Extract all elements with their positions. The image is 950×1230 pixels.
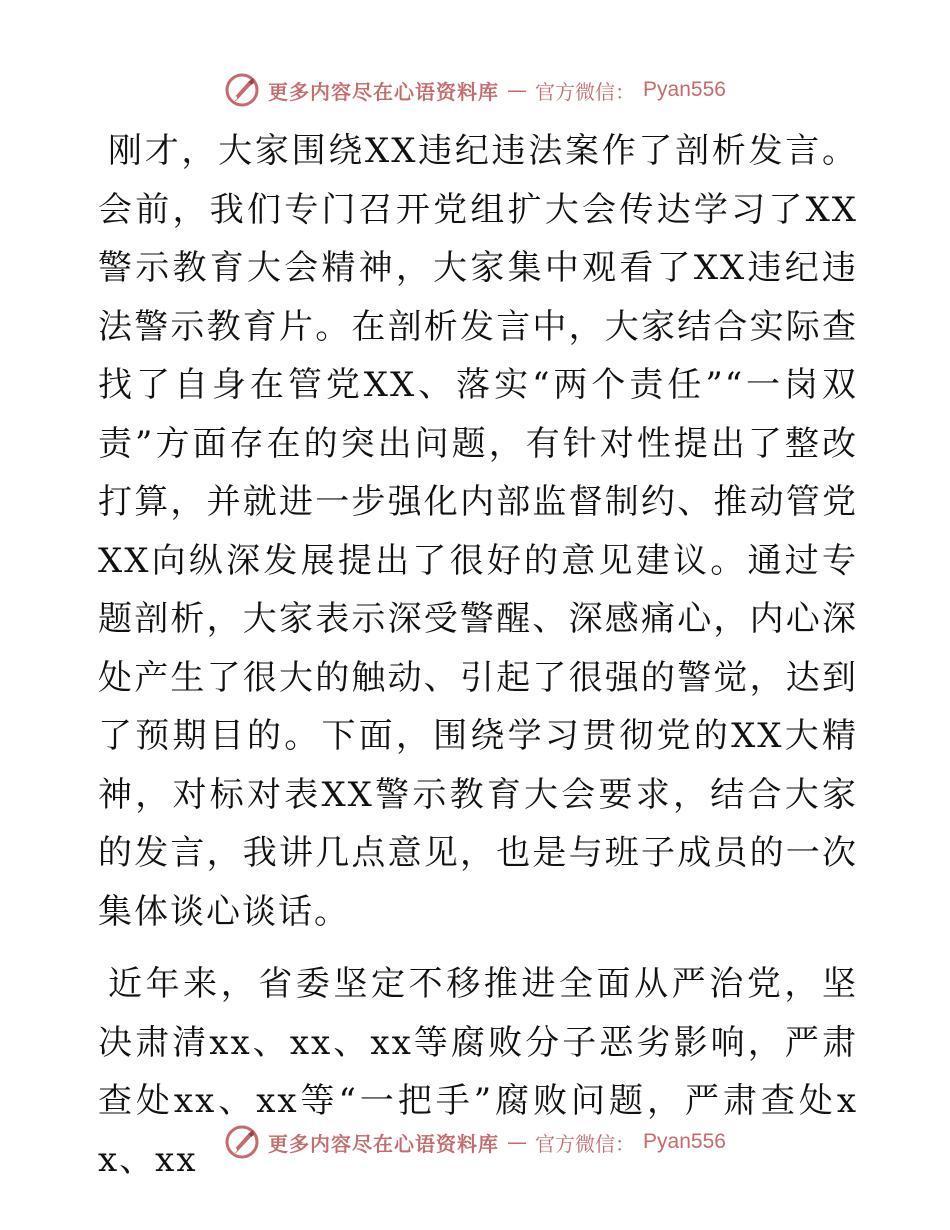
watermark-dash: — <box>507 78 528 102</box>
document-body <box>98 122 858 1189</box>
watermark-brand: 更多内容尽在心语资料库 <box>268 79 500 104</box>
watermark-official-label: 官方微信： <box>535 79 636 104</box>
quill-pen-icon <box>224 1124 260 1160</box>
paragraph-2: 近年来，省委坚定不移推进全面从严治党，坚决肃清xx、xx、xx等腐败分子恶劣影响，严肃查处xx、xx等“一把手”腐败问题，严肃查处xx、xx <box>98 964 858 1180</box>
watermark-brand: 更多内容尽在心语资料库 <box>268 1131 500 1156</box>
quill-pen-icon <box>224 72 260 108</box>
watermark-account: Pyan556 <box>643 78 726 101</box>
header-watermark <box>0 70 950 110</box>
paragraph-1: 刚才，大家围绕XX违纪违法案作了剖析发言。会前，我们专门召开党组扩大会传达学习了XX警示教育大会精神，大家集中观看了XX违纪违法警示教育片。在剖析发言中，大家结合实际查找了自身在管党XX、落实“两个责任”“一岗双责”方面存在的突出问题，有针对性提出了整改打算，并就进一步强化内部监督制约、推动管党XX向纵深发展提出了很好的意见建议。通过专题剖析，大家表示深受警醒、深感痛心，内心深处产生了很大的触动、引起了很强的警觉，达到了预期目的。下面，围绕学习贯彻党的XX大精神，对标对表XX警示教育大会要求，结合大家的发言，我讲几点意见，也是与班子成员的一次集体谈心谈话。 <box>98 131 858 932</box>
watermark-dash: — <box>507 1130 528 1154</box>
watermark-official-label: 官方微信： <box>535 1131 636 1156</box>
footer-watermark <box>0 1122 950 1162</box>
watermark-account: Pyan556 <box>643 1130 726 1153</box>
